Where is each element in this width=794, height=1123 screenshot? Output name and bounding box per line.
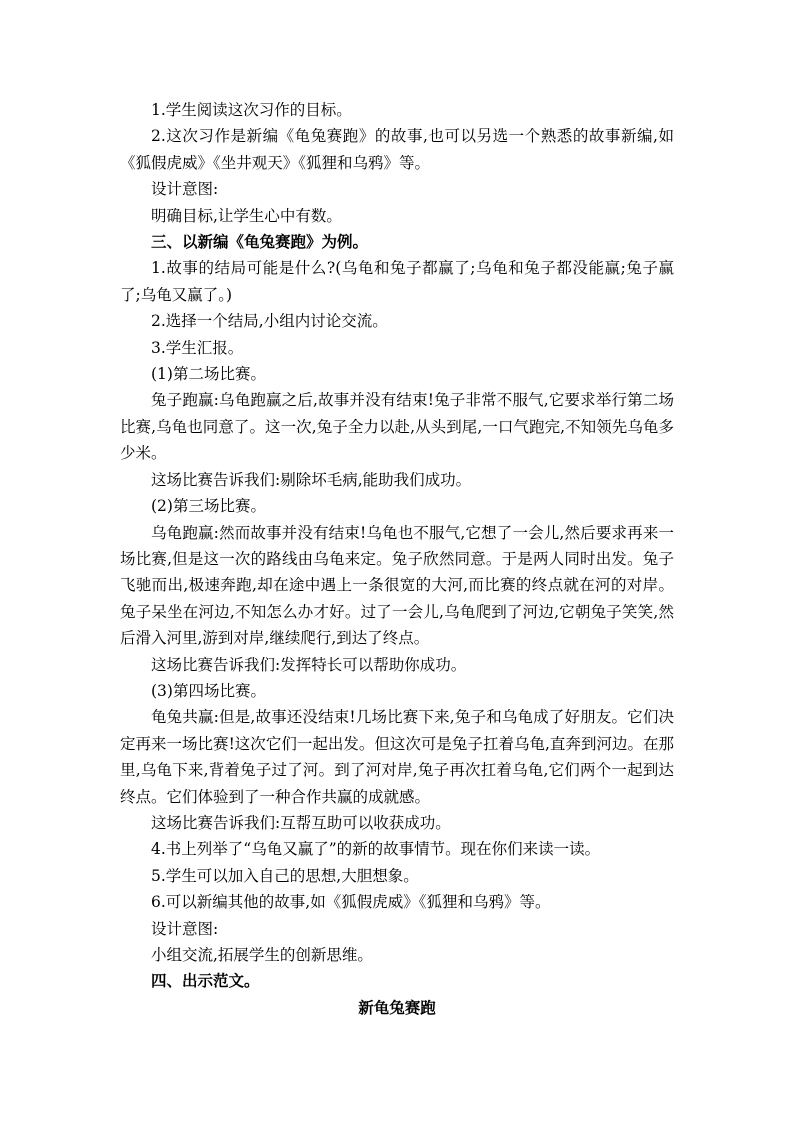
paragraph-race-3-story: 乌龟跑赢:然而故事并没有结束!乌龟也不服气,它想了一会儿,然后要求再来一场比赛,但是这一次的路线由乌龟来定。兔子欣然同意。于是两人同时出发。兔子飞驰而出,极速奔跑,却在途中遇上一条很宽的大河,而比赛的终点就在河的对岸。兔子呆坐在河边,不知怎么办才好。过了一会儿,乌龟爬到了河边,它朝兔子笑笑,然后滑入河里,游到对岸,继续爬行,到达了终点。: [120, 523, 674, 648]
paragraph-design-intent-label-2: 设计意图:: [151, 919, 219, 938]
subheading-race-3: (2)第三场比赛。: [151, 497, 266, 516]
paragraph-design-intent-text-2: 小组交流,拓展学生的创新思维。: [151, 946, 373, 964]
section-heading-4: 四、出示范文。: [151, 971, 260, 991]
essay-title: 新龟兔赛跑: [358, 997, 436, 1017]
subheading-race-4: (3)第四场比赛。: [151, 681, 266, 700]
paragraph-other-stories: 6.可以新编其他的故事,如《狐假虎威》《狐狸和乌鸦》等。: [151, 893, 551, 912]
subheading-race-2: (1)第二场比赛。: [151, 365, 266, 384]
paragraph-student-report: 3.学生汇报。: [151, 338, 244, 357]
paragraph-race-2-story: 兔子跑赢:乌龟跑赢之后,故事并没有结束!兔子非常不服气,它要求举行第二场比赛,乌龟也同意了。这一次,兔子全力以赴,从头到尾,一口气跑完,不知领先乌龟多少米。: [120, 391, 674, 463]
paragraph-design-intent-label: 设计意图:: [151, 180, 219, 199]
paragraph-goal-reading: 1.学生阅读这次习作的目标。: [151, 101, 352, 119]
paragraph-book-example: 4.书上列举了“乌龟又赢了”的新的故事情节。现在你们来读一读。: [151, 840, 601, 859]
paragraph-design-intent-text: 明确目标,让学生心中有数。: [151, 206, 342, 225]
paragraph-race-4-story: 龟兔共赢:但是,故事还没结束!几场比赛下来,兔子和乌龟成了好朋友。它们决定再来一场比赛!这次它们一起出发。但这次可是兔子扛着乌龟,直奔到河边。在那里,乌龟下来,背着兔子过了河。到了河对岸,兔子再次扛着乌龟,它们两个一起到达终点。它们体验到了一种合作共赢的成就感。: [120, 708, 674, 806]
document-body: [120, 97, 674, 1021]
paragraph-possible-endings: 1.故事的结局可能是什么?(乌龟和兔子都赢了;乌龟和兔子都没能赢;兔子赢了;乌龟又赢了。): [120, 259, 674, 304]
paragraph-group-discussion: 2.选择一个结局,小组内讨论交流。: [151, 312, 388, 331]
paragraph-race-4-lesson: 这场比赛告诉我们:互帮互助可以收获成功。: [151, 813, 451, 832]
paragraph-imagination: 5.学生可以加入自己的思想,大胆想象。: [151, 866, 419, 885]
section-heading-3: 三、以新编《龟兔赛跑》为例。: [151, 232, 369, 252]
paragraph-race-3-lesson: 这场比赛告诉我们:发挥特长可以帮助你成功。: [151, 655, 467, 674]
paragraph-story-choice: 2.这次习作是新编《龟兔赛跑》的故事,也可以另选一个熟悉的故事新编,如《狐假虎威》《坐井观天》《狐狸和乌鸦》等。: [120, 127, 674, 172]
paragraph-race-2-lesson: 这场比赛告诉我们:剔除坏毛病,能助我们成功。: [151, 470, 472, 489]
